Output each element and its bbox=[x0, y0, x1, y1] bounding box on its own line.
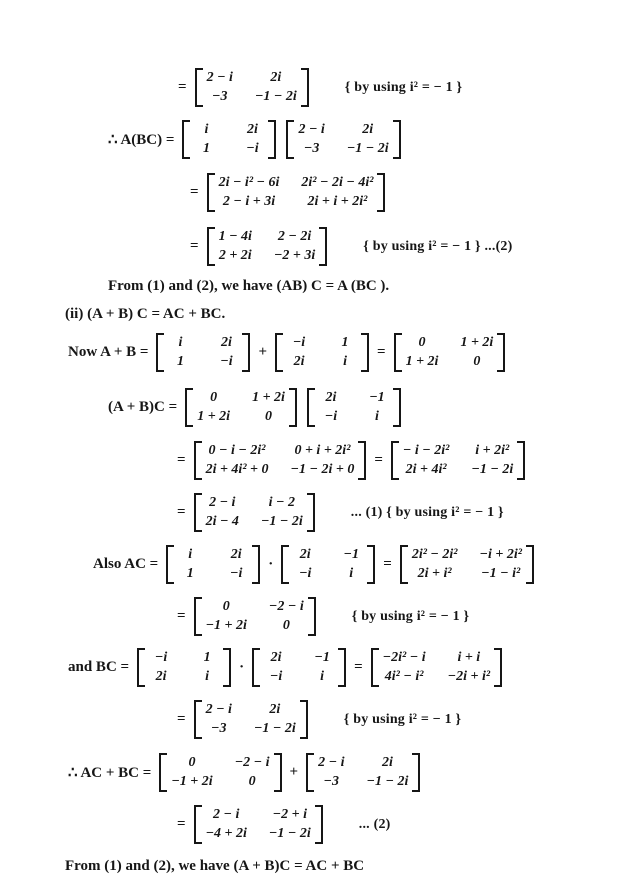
matrix-cell: −2 − i bbox=[234, 755, 270, 770]
matrix-cell: 2 − i bbox=[209, 495, 236, 510]
matrix bbox=[180, 120, 278, 159]
matrix-cell: 2 − i bbox=[205, 702, 232, 717]
matrix bbox=[193, 68, 311, 107]
line-8 bbox=[177, 493, 504, 532]
line-10 bbox=[177, 597, 469, 636]
line-9 bbox=[93, 545, 536, 584]
matrix-cell: i − 2 bbox=[268, 495, 296, 510]
conclusion-text: From (1) and (2), we have (A + B)C = AC + BC bbox=[65, 858, 365, 874]
line-3 bbox=[190, 173, 387, 212]
matrix-cell: 1 − 4i bbox=[218, 229, 252, 244]
line-note: { by using i² = − 1 } bbox=[343, 711, 462, 727]
matrix bbox=[205, 227, 330, 266]
matrix bbox=[369, 648, 504, 687]
matrix-cell: −i bbox=[220, 354, 233, 369]
matrix-cell: 1 bbox=[186, 566, 194, 581]
matrix-cell: −i bbox=[154, 650, 168, 665]
line-note: { by using i² = − 1 } bbox=[344, 79, 463, 95]
matrix-cell: −1 bbox=[343, 547, 359, 562]
line-11 bbox=[68, 648, 504, 687]
line-prefix: (A + B)C = bbox=[108, 399, 178, 415]
line-14 bbox=[177, 805, 391, 844]
matrix-cell: −i bbox=[230, 566, 243, 581]
matrix-cell: −3 bbox=[212, 89, 228, 104]
matrix-cell: −1 + 2i bbox=[205, 618, 247, 633]
matrix-cell: −2 + i bbox=[272, 807, 308, 822]
matrix-cell: −1 − 2i bbox=[253, 721, 296, 736]
matrix-cell: −1 − 2i bbox=[260, 514, 303, 529]
line-prefix: = bbox=[177, 504, 186, 520]
matrix-cell: i bbox=[178, 335, 183, 350]
matrix bbox=[304, 753, 422, 792]
matrix-cell: 2 + 2i bbox=[218, 248, 252, 263]
matrix-cell: 2i bbox=[270, 650, 282, 665]
matrix bbox=[284, 120, 402, 159]
matrix-cell: 0 bbox=[210, 390, 218, 405]
matrix-cell: −1 + 2i bbox=[171, 774, 213, 789]
matrix bbox=[279, 545, 377, 584]
matrix-cell: −1 − 2i bbox=[268, 826, 311, 841]
matrix-cell: 0 + i + 2i² bbox=[294, 443, 351, 458]
line-note: { by using i² = − 1 } bbox=[351, 608, 470, 624]
matrix-cell: −i bbox=[292, 335, 306, 350]
line-note: ... (2) bbox=[358, 816, 391, 832]
matrix bbox=[192, 700, 310, 739]
matrix-cell: 2i + 4i² bbox=[405, 462, 447, 477]
matrix-cell: i bbox=[349, 566, 354, 581]
operator: = bbox=[374, 452, 383, 468]
matrix-cell: 1 bbox=[203, 650, 211, 665]
matrix bbox=[183, 388, 299, 427]
matrix bbox=[135, 648, 233, 687]
matrix-cell: 1 bbox=[176, 354, 184, 369]
matrix bbox=[192, 805, 325, 844]
matrix-cell: 2i + i² bbox=[417, 566, 452, 581]
matrix-cell: −3 bbox=[211, 721, 227, 736]
line-prefix: Now A + B = bbox=[68, 344, 149, 360]
matrix-cell: −1 − 2i bbox=[366, 774, 409, 789]
matrix-cell: 2i bbox=[221, 335, 232, 350]
matrix-cell: i bbox=[204, 122, 209, 137]
matrix-cell: 2 − i bbox=[298, 122, 325, 137]
matrix-cell: −4 + 2i bbox=[205, 826, 247, 841]
line-1 bbox=[178, 68, 462, 107]
operator: = bbox=[354, 659, 363, 675]
matrix-cell: i + 2i² bbox=[475, 443, 510, 458]
matrix-cell: 2 − i bbox=[213, 807, 240, 822]
matrix-cell: i bbox=[205, 669, 210, 684]
operator: = bbox=[377, 344, 386, 360]
matrix-cell: 0 − i − 2i² bbox=[208, 443, 266, 458]
from-1-2-text: From (1) and (2), we have (AB) C = A (BC ). bbox=[108, 278, 390, 294]
matrix-cell: −3 bbox=[323, 774, 340, 789]
matrix-cell: 2 − i + 3i bbox=[222, 194, 276, 209]
matrix bbox=[157, 753, 283, 792]
part-ii-heading: (ii) (A + B) C = AC + BC. bbox=[65, 306, 226, 322]
operator: · bbox=[268, 556, 274, 572]
matrix-cell: 0 bbox=[265, 409, 272, 424]
matrix-cell: −2 + 3i bbox=[273, 248, 316, 263]
matrix-cell: 1 + 2i bbox=[252, 390, 285, 405]
matrix-cell: −i bbox=[269, 669, 283, 684]
matrix-cell: −i bbox=[246, 141, 259, 156]
matrix-cell: −1 − 2i bbox=[254, 89, 297, 104]
matrix-cell: −2i² − i bbox=[382, 650, 426, 665]
line-note: { by using i² = − 1 } ...(2) bbox=[363, 238, 513, 254]
matrix-cell: 1 bbox=[341, 335, 349, 350]
matrix-cell: 2i² − 2i − 4i² bbox=[301, 175, 374, 190]
matrix-cell: 1 bbox=[202, 141, 210, 156]
matrix-cell: 2 − i bbox=[318, 755, 345, 770]
matrix bbox=[398, 545, 536, 584]
matrix-cell: −1 bbox=[314, 650, 330, 665]
line-prefix: = bbox=[177, 816, 186, 832]
matrix-cell: i + i bbox=[457, 650, 481, 665]
matrix-cell: −i + 2i² bbox=[479, 547, 522, 562]
line-4 bbox=[190, 227, 513, 266]
matrix-cell: 2i bbox=[269, 702, 281, 717]
matrix-cell: 1 + 2i bbox=[460, 335, 494, 350]
matrix bbox=[154, 333, 252, 372]
operator: + bbox=[258, 344, 268, 360]
line-note: ... (1) { by using i² = − 1 } bbox=[350, 504, 504, 520]
line-12 bbox=[177, 700, 461, 739]
line-prefix: Also AC = bbox=[93, 556, 159, 572]
matrix bbox=[192, 597, 318, 636]
matrix-cell: −2i + i² bbox=[447, 669, 491, 684]
matrix-cell: 2i bbox=[155, 669, 167, 684]
matrix-cell: 0 bbox=[222, 599, 230, 614]
matrix-cell: −1 − 2i + 0 bbox=[290, 462, 355, 477]
matrix bbox=[164, 545, 262, 584]
matrix-cell: 2i² − 2i² bbox=[411, 547, 458, 562]
line-prefix: = bbox=[190, 184, 199, 200]
matrix bbox=[192, 441, 369, 480]
matrix-cell: 2i bbox=[362, 122, 374, 137]
matrix-cell: 1 + 2i bbox=[197, 409, 231, 424]
matrix-cell: 1 + 2i bbox=[405, 354, 439, 369]
matrix-cell: 2 − i bbox=[206, 70, 233, 85]
matrix-cell: 2 − 2i bbox=[277, 229, 312, 244]
matrix bbox=[389, 441, 527, 480]
matrix-cell: i bbox=[320, 669, 325, 684]
matrix-cell: 2i + 4i² + 0 bbox=[205, 462, 269, 477]
line-prefix: ∴ AC + BC = bbox=[68, 765, 152, 781]
matrix-cell: −1 − i² bbox=[481, 566, 521, 581]
matrix bbox=[273, 333, 371, 372]
matrix bbox=[392, 333, 508, 372]
matrix-cell: 0 bbox=[188, 755, 196, 770]
matrix-cell: i bbox=[188, 547, 193, 562]
operator: · bbox=[239, 659, 245, 675]
matrix-cell: 2i bbox=[246, 122, 258, 137]
matrix-cell: 2i bbox=[230, 547, 242, 562]
matrix bbox=[205, 173, 388, 212]
matrix-cell: 2i + i + 2i² bbox=[307, 194, 368, 209]
matrix-cell: −2 − i bbox=[268, 599, 304, 614]
line-prefix: = bbox=[177, 711, 186, 727]
matrix-cell: 2i − 4 bbox=[205, 514, 239, 529]
matrix-cell: 2i − i² − 6i bbox=[218, 175, 280, 190]
matrix-cell: i bbox=[343, 354, 347, 369]
line-prefix: = bbox=[177, 452, 186, 468]
line-prefix: and BC = bbox=[68, 659, 130, 675]
matrix-cell: 2i bbox=[299, 547, 311, 562]
line-prefix: = bbox=[178, 79, 187, 95]
matrix bbox=[192, 493, 317, 532]
matrix bbox=[250, 648, 348, 687]
line-prefix: ∴ A(BC) = bbox=[108, 132, 175, 148]
operator: + bbox=[289, 764, 299, 780]
line-prefix: = bbox=[177, 608, 186, 624]
matrix-cell: 0 bbox=[248, 774, 256, 789]
line-13 bbox=[68, 753, 422, 792]
matrix-cell: −i bbox=[299, 566, 312, 581]
matrix-cell: 2i bbox=[293, 354, 305, 369]
matrix-cell: 2i bbox=[325, 390, 337, 405]
matrix-cell: − i − 2i² bbox=[402, 443, 450, 458]
matrix-cell: 2i bbox=[381, 755, 393, 770]
matrix-cell: −i bbox=[324, 409, 338, 424]
matrix-cell: i bbox=[374, 409, 379, 424]
matrix-cell: 0 bbox=[282, 618, 290, 633]
matrix-cell: −1 − 2i bbox=[346, 141, 389, 156]
matrix-cell: 0 bbox=[473, 354, 481, 369]
line-5 bbox=[68, 333, 507, 372]
line-7 bbox=[177, 441, 527, 480]
matrix bbox=[305, 388, 403, 427]
line-prefix: = bbox=[190, 238, 199, 254]
matrix-cell: −3 bbox=[303, 141, 320, 156]
operator: = bbox=[383, 556, 392, 572]
matrix-cell: 0 bbox=[418, 335, 426, 350]
line-2 bbox=[108, 120, 403, 159]
matrix-cell: −1 − 2i bbox=[471, 462, 514, 477]
matrix-cell: 4i² − i² bbox=[384, 669, 424, 684]
matrix-cell: −1 bbox=[369, 390, 385, 405]
matrix-cell: 2i bbox=[270, 70, 282, 85]
line-6 bbox=[108, 388, 403, 427]
